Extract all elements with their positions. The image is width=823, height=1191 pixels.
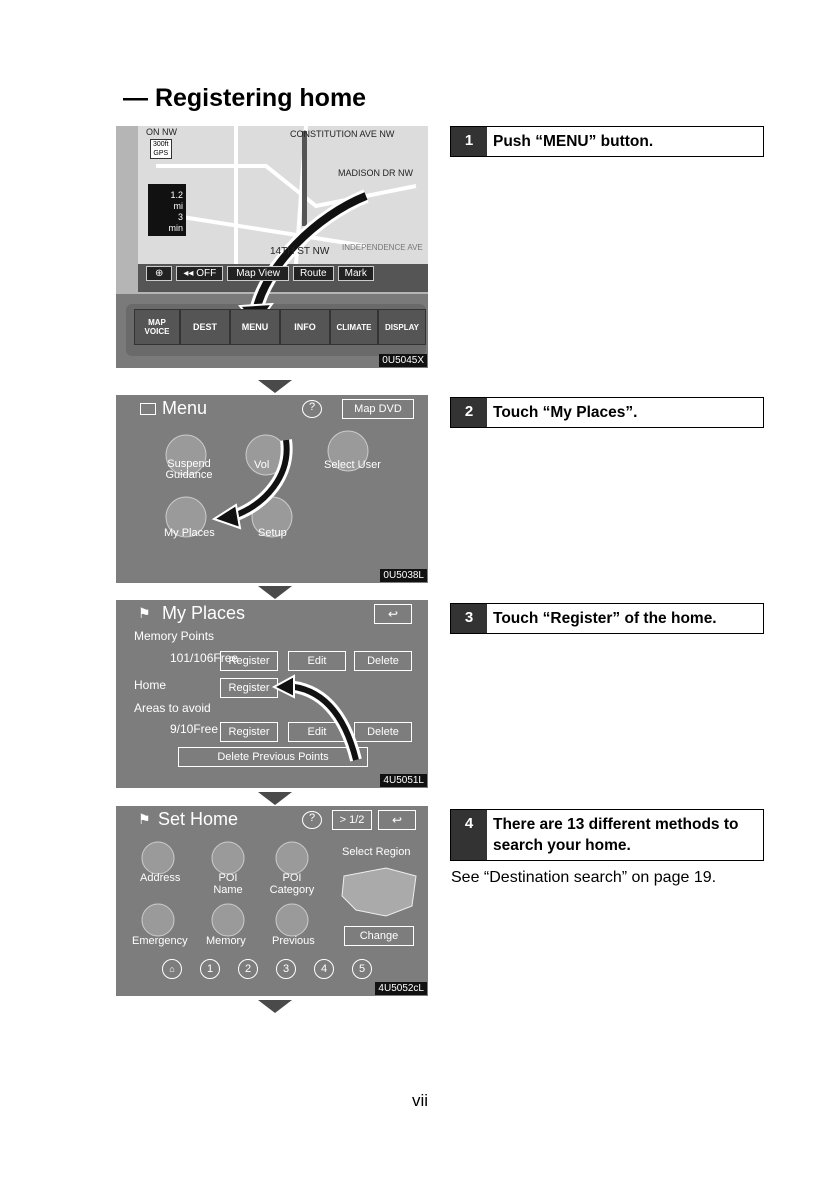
emergency-button[interactable]: Emergency (132, 935, 188, 947)
areas-to-avoid-label: Areas to avoid (134, 701, 211, 715)
map-scale: 300ft GPS (150, 139, 172, 159)
down-arrow-icon (258, 792, 292, 805)
step-number: 2 (451, 398, 487, 427)
memory-points-count: 101/106Free (170, 651, 239, 665)
info-button[interactable]: INFO (280, 309, 330, 345)
screenshot-menu (116, 395, 428, 583)
poi-category-button[interactable]: POI Category (269, 872, 315, 896)
step-number: 1 (451, 127, 487, 156)
address-button[interactable]: Address (140, 872, 181, 884)
preset-4-button[interactable]: 4 (314, 959, 334, 979)
flag-icon: ⚑ (138, 605, 151, 621)
suspend-guidance-button[interactable]: Suspend Guidance (165, 458, 213, 481)
screen-heading: Set Home (158, 809, 239, 829)
map-label: 14TH ST NW (270, 246, 330, 257)
step-3 (450, 603, 764, 634)
step-2 (450, 397, 764, 428)
select-user-button[interactable]: Select User (324, 459, 381, 471)
dest-button[interactable]: DEST (180, 309, 230, 345)
step-text: There are 13 different methods to search your home. (493, 816, 739, 854)
gui-button-bar (146, 266, 374, 281)
home-icon[interactable]: ⌂ (162, 959, 182, 979)
figure-code: 0U5045X (379, 354, 427, 367)
help-button[interactable]: ? (302, 811, 322, 829)
memory-button[interactable]: Memory (206, 935, 246, 947)
map-label: INDEPENDENCE AVE (342, 243, 423, 252)
figure-code: 4U5051L (380, 774, 427, 787)
home-label: Home (134, 678, 167, 692)
change-button[interactable]: Change (344, 926, 414, 946)
route-button[interactable]: Route (293, 266, 334, 281)
menu-button[interactable]: MENU (230, 309, 280, 345)
memory-delete-button[interactable]: Delete (354, 651, 412, 671)
screen-heading: Menu (162, 398, 208, 418)
preset-5-button[interactable]: 5 (352, 959, 372, 979)
menu-icon (140, 403, 156, 415)
areas-edit-button[interactable]: Edit (288, 722, 346, 742)
preset-3-button[interactable]: 3 (276, 959, 296, 979)
poi-name-button[interactable]: POI Name (213, 872, 243, 896)
mark-button[interactable]: Mark (338, 266, 374, 281)
down-arrow-icon (258, 380, 292, 393)
preset-1-button[interactable]: 1 (200, 959, 220, 979)
down-arrow-icon (258, 1000, 292, 1013)
home-register-button[interactable]: Register (220, 678, 278, 698)
back-button[interactable]: ↩ (378, 810, 416, 830)
step-1 (450, 126, 764, 157)
step-number: 3 (451, 604, 487, 633)
map-label: MADISON DR NW (338, 168, 413, 178)
memory-register-button[interactable]: Register (220, 651, 278, 671)
setup-button[interactable]: Setup (258, 527, 287, 539)
previous-button[interactable]: Previous (272, 935, 315, 947)
memory-points-label: Memory Points (134, 629, 215, 643)
map-label: ON NW (146, 127, 177, 137)
guidance-off-button[interactable]: ◂◂ OFF (176, 266, 223, 281)
delete-previous-points-button[interactable]: Delete Previous Points (178, 747, 368, 767)
map-label: CONSTITUTION AVE NW (290, 129, 395, 139)
map-view-button[interactable]: Map View (227, 266, 289, 281)
step-4 (450, 809, 764, 861)
select-region-label: Select Region (342, 846, 411, 858)
screenshot-my-places (116, 600, 428, 788)
step-number: 4 (451, 810, 487, 860)
memory-edit-button[interactable]: Edit (288, 651, 346, 671)
preset-2-button[interactable]: 2 (238, 959, 258, 979)
screenshot-hardware-panel (116, 126, 428, 368)
screenshot-set-home (116, 806, 428, 996)
figure-code: 0U5038L (380, 569, 427, 582)
areas-count: 9/10Free (170, 722, 219, 736)
areas-register-button[interactable]: Register (220, 722, 278, 742)
help-button[interactable]: ? (302, 400, 322, 418)
step-text: Push “MENU” button. (493, 133, 654, 150)
down-arrow-icon (258, 586, 292, 599)
preset-bar (162, 959, 372, 979)
areas-delete-button[interactable]: Delete (354, 722, 412, 742)
page-title: — Registering home (123, 84, 367, 112)
hardware-buttons (134, 309, 426, 345)
distance-panel: 1.2 mi 3 min (148, 184, 186, 236)
volume-button[interactable]: Vol (254, 459, 270, 471)
flag-icon: ⚑ (138, 811, 151, 827)
zoom-button[interactable]: ⊕ (146, 266, 172, 281)
step-text: Touch “Register” of the home. (493, 610, 717, 627)
my-places-button[interactable]: My Places (164, 527, 215, 539)
page-number: vii (412, 1091, 429, 1110)
map-voice-button[interactable]: MAP VOICE (134, 309, 180, 345)
display-button[interactable]: DISPLAY (378, 309, 426, 345)
map-dvd-button[interactable]: Map DVD (342, 399, 414, 419)
page-button[interactable]: > 1/2 (332, 810, 372, 830)
figure-code: 4U5052cL (375, 982, 427, 995)
step-text: Touch “My Places”. (493, 404, 638, 421)
climate-button[interactable]: CLIMATE (330, 309, 378, 345)
back-button[interactable]: ↩ (374, 604, 412, 624)
step-4-note: See “Destination search” on page 19. (451, 869, 717, 886)
screen-heading: My Places (162, 603, 246, 623)
